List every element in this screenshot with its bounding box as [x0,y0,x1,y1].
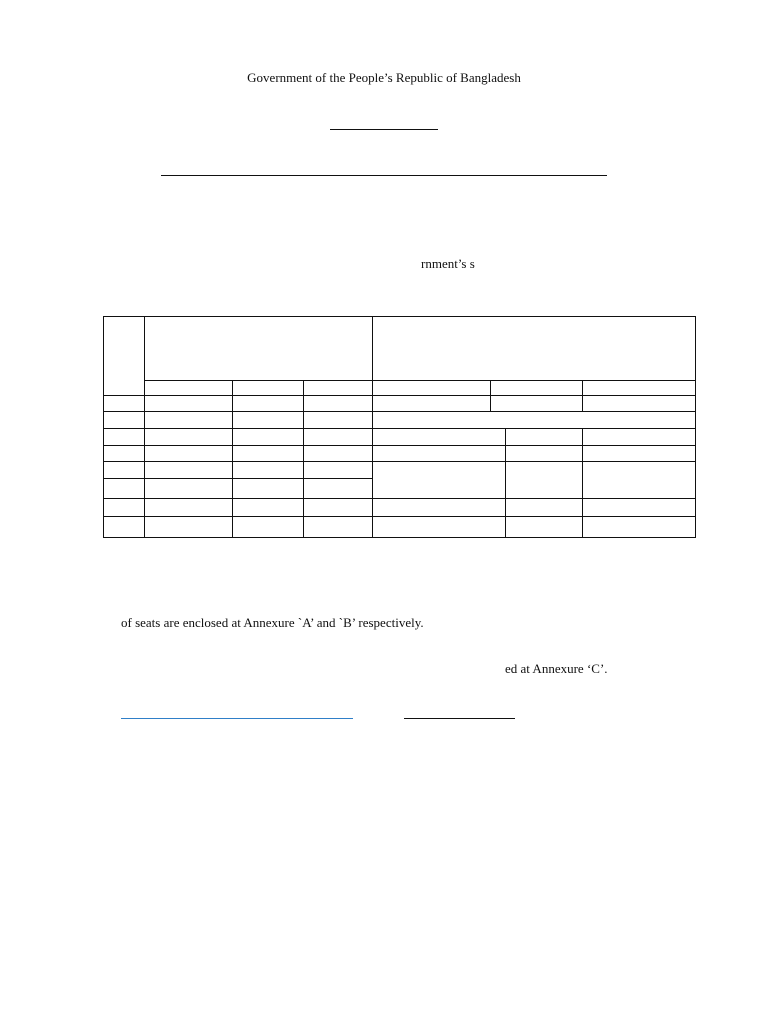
table-cell [144,478,233,499]
table-cell [582,428,696,446]
table-cell [505,428,583,446]
annexure-a-b-paragraph: of seats are enclosed at Annexure `A’ and `B’ respectively. [121,615,424,630]
table-cell [232,411,304,429]
table-cell [582,516,696,538]
table-header-group-right [372,316,696,381]
annexure-c-paragraph: ed at Annexure ‘C’. [505,661,608,676]
table-subheader-cell [303,380,373,396]
table-cell [232,395,304,412]
table-cell [582,395,696,412]
table-cell [303,478,373,499]
signature-underline-rule [404,718,515,719]
table-cell [232,516,304,538]
table-cell [103,478,145,499]
table-cell [103,461,145,479]
hyperlink-underline[interactable] [121,718,353,719]
table-subheader-cell [582,380,696,396]
table-subheader-cell [232,380,304,396]
table-cell [303,428,373,446]
table-cell-merged [372,411,696,429]
table-cell [103,516,145,538]
title-underline-rule [330,129,438,130]
table-cell [303,516,373,538]
table-cell-merged [372,461,506,499]
table-cell-merged [582,461,696,499]
header-title: Government of the People’s Republic of Bangladesh [247,70,521,85]
table-header-cell-serial [103,316,145,396]
table-header-group-left [144,316,373,381]
table-cell [303,461,373,479]
table-cell [232,428,304,446]
table-cell [303,411,373,429]
table-cell [372,445,506,462]
table-cell [505,445,583,462]
table-cell [372,498,506,517]
table-cell [303,395,373,412]
table-cell [232,478,304,499]
table-cell [490,395,583,412]
table-cell [144,516,233,538]
table-cell [505,516,583,538]
table-subheader-cell [372,380,491,396]
table-cell [144,445,233,462]
table-cell [372,428,506,446]
table-cell [144,498,233,517]
table-cell [144,411,233,429]
table-cell [372,516,506,538]
table-cell [372,395,491,412]
table-cell [232,445,304,462]
table-cell [103,411,145,429]
table-cell [144,428,233,446]
table-cell [582,445,696,462]
table-cell [505,498,583,517]
table-cell [144,395,233,412]
table-cell [144,461,233,479]
table-cell [103,498,145,517]
table-cell [103,395,145,412]
table-cell [582,498,696,517]
table-subheader-cell [144,380,233,396]
table-cell [303,445,373,462]
table-cell-merged [505,461,583,499]
table-cell [103,428,145,446]
table-cell [103,445,145,462]
table-cell [232,461,304,479]
body-text-fragment: rnment’s s [421,256,475,271]
table-cell [232,498,304,517]
subject-underline-rule [161,175,607,176]
table-subheader-cell [490,380,583,396]
table-cell [303,498,373,517]
